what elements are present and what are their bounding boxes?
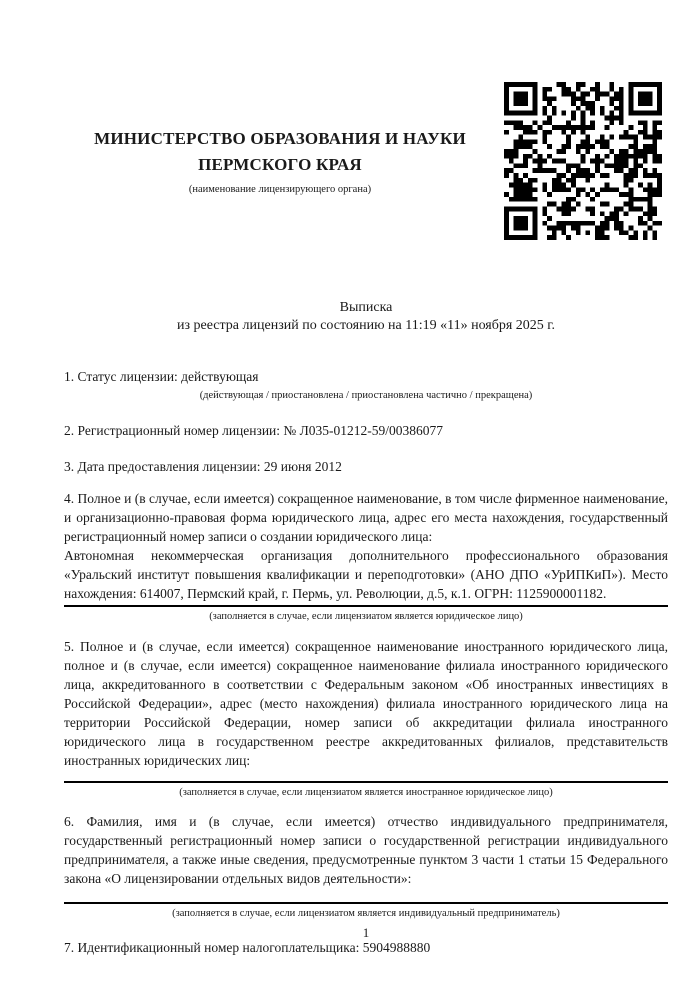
item-3-license-date: [64, 457, 668, 476]
ministry-name-line2: ПЕРМСКОГО КРАЯ: [198, 155, 362, 174]
item-6-fill-line: [64, 902, 668, 904]
licensing-authority-header: [64, 126, 496, 196]
page-number: 1: [362, 925, 370, 940]
item-4-text: 4. Полное и (в случае, если имеется) сокращенное наименование, в том числе фирменное наименование, и организационно-правовая форма юридического лица, адрес его места нахождения, государственный регистрационный номер записи о создании юридического лица:: [64, 491, 668, 544]
item-4-legal-entity: [64, 489, 668, 623]
qr-code-icon: [504, 82, 662, 240]
document-title-line1: Выписка: [339, 300, 393, 315]
item-5-fill-note: (заполняется в случае, если лицензиатом является иностранное юридическое лицо): [179, 787, 553, 798]
item-5-text: 5. Полное и (в случае, если имеется) сокращенное наименование иностранного юридического лица, полное и (в случае, если имеется) сокращенное наименование филиала иностранного юридического лица, аккредитованного в соответствии с Федеральным законом «Об иностранных инвестициях в Российской Федерации», адрес (место нахождения) филиала иностранного юридического лица на территории Российской Федерации, номер записи об аккредитации филиала иностранного юридического лица в государственном реестре аккредитованных филиалов, представительств иностранных юридических лиц:: [64, 639, 668, 768]
ministry-note: (наименование лицензирующего органа): [188, 184, 372, 195]
item-6-fill-note: (заполняется в случае, если лицензиатом является индивидуальный предприниматель): [172, 908, 560, 919]
item-5-fill-line: [64, 781, 668, 783]
item-1-options-note: (действующая / приостановлена / приостановлена частично / прекращена): [199, 390, 533, 401]
item-7-text: 7. Идентификационный номер налогоплательщика: 5904988880: [64, 940, 431, 955]
item-6-text: 6. Фамилия, имя и (в случае, если имеется) отчество индивидуального предпринимателя, государственный регистрационный номер записи о государственной регистрации индивидуального предпринимателя, а также иные сведения, предусмотренные пунктом 3 части 1 статьи 15 Федерального закона «О лицензировании отдельных видов деятельности»:: [64, 814, 668, 886]
item-1-text: 1. Статус лицензии: действующая: [64, 369, 259, 384]
document-title: [64, 299, 668, 335]
ministry-name-line1: МИНИСТЕРСТВО ОБРАЗОВАНИЯ И НАУКИ: [94, 129, 466, 148]
item-4-fill-note: (заполняется в случае, если лицензиатом является юридическое лицо): [209, 611, 523, 622]
document-body: [64, 299, 668, 957]
item-2-text: 2. Регистрационный номер лицензии: № Л035-01212-59/00386077: [64, 423, 444, 438]
item-2-registration-number: [64, 421, 668, 440]
item-4-value: Автономная некоммерческая организация дополнительного профессионального образования «Уральский институт повышения квалификации и переподготовки» (АНО ДПО «УрИПКиП»). Место нахождения: 614007, Пермский край, г. Пермь, ул. Революции, д.5, к.1. ОГРН: 1125900001182.: [64, 548, 668, 601]
item-5-foreign-entity: [64, 637, 668, 799]
item-1-license-status: [64, 367, 668, 402]
item-3-text: 3. Дата предоставления лицензии: 29 июня 2012: [64, 459, 342, 474]
document-title-line2: из реестра лицензий по состоянию на 11:19 «11» ноября 2025 г.: [177, 318, 555, 333]
item-4-fill-line: [64, 605, 668, 607]
item-6-individual-entrepreneur: [64, 812, 668, 920]
